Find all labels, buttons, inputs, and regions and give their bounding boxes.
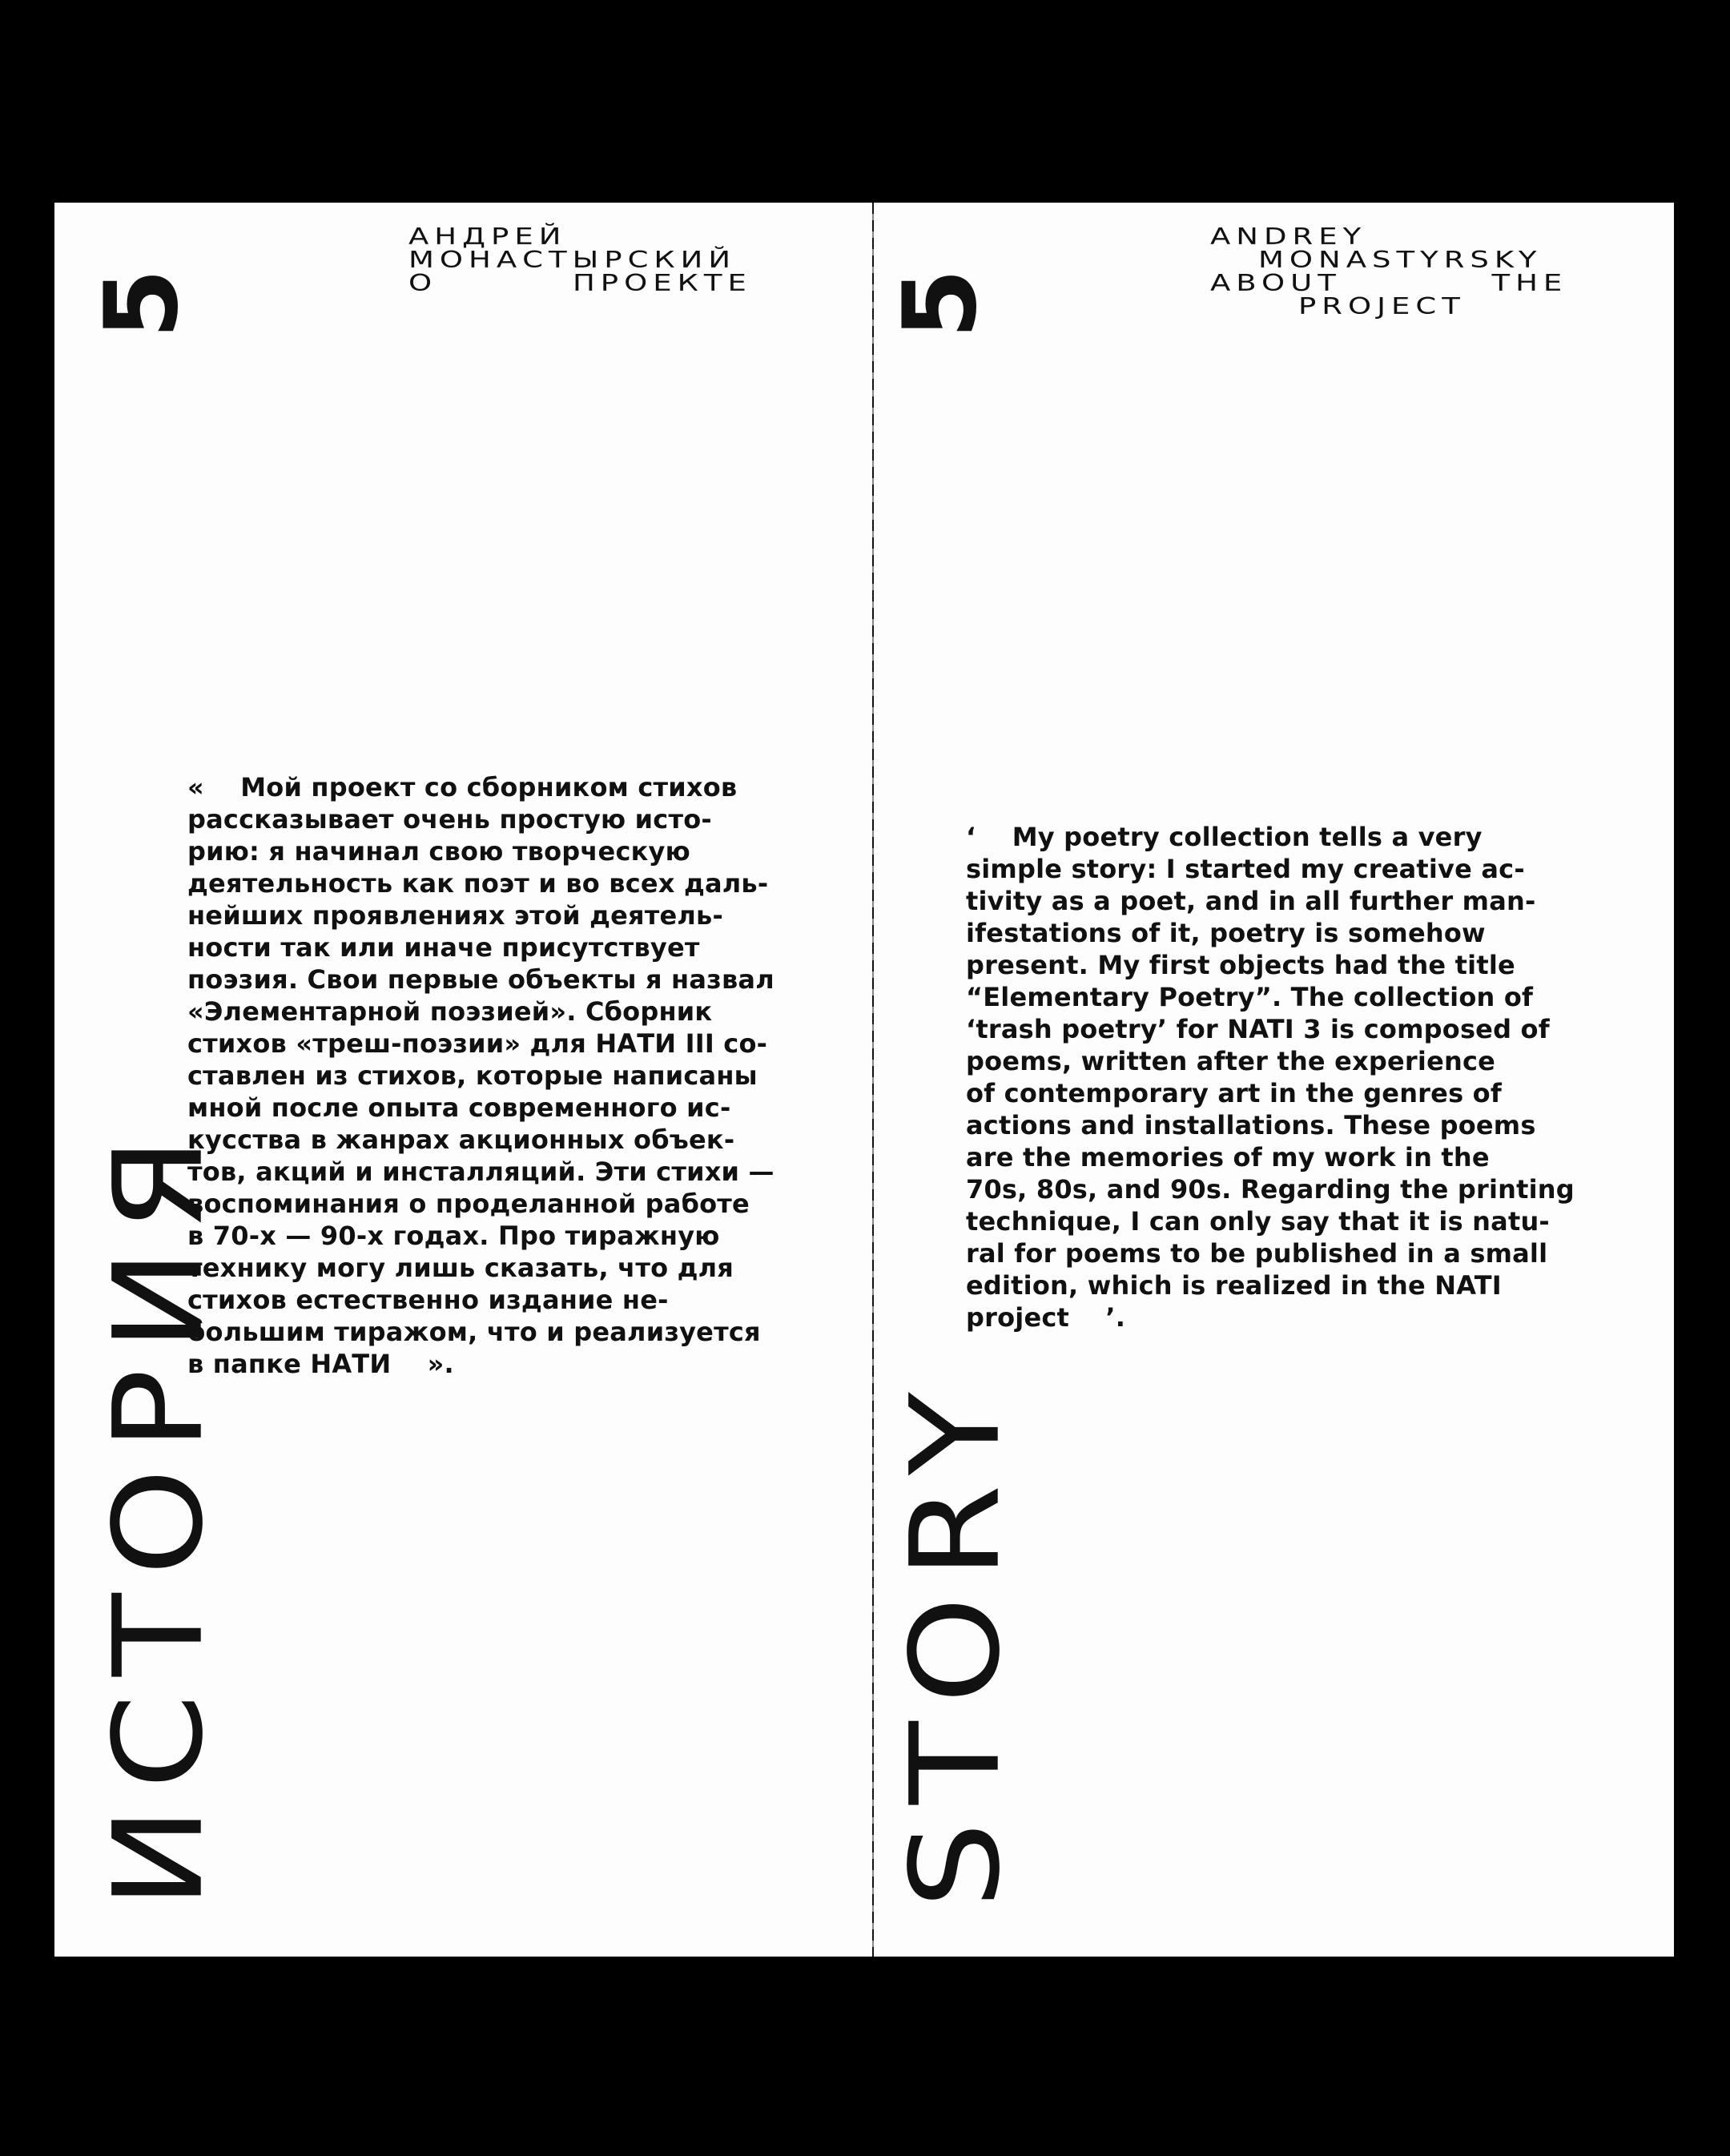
- right-header-line: ABOUT THE: [1210, 269, 1568, 296]
- left-vertical-title: ИСТОРИЯ: [87, 1119, 231, 1909]
- right-header-line: PROJECT: [1298, 292, 1466, 320]
- booklet-spread: [54, 203, 1674, 1957]
- right-vertical-title: STORY: [884, 1374, 1028, 1909]
- left-body-text: « Мой проект со сборником стихов рассказывает очень простую исто- рию: я начинал свою творческую деятельность как поэт и во всех даль- нейших проявлениях этой деятель- ности так или иначе присутствует поэзия. Свои первые объекты я назвал «Элементарной поэзией». Сборник стихов «треш-поэзии» для НАТИ III со- ставлен из стихов, которые написаны мной после опыта современного ис- кусства в жанрах акционных объек- тов, акций и инсталляций. Эти стихи — воспоминания о проделанной работе в 70-х — 90-х годах. Про тиражную технику могу лишь сказать, что для стихов естественно издание не- большим тиражом, что и реализуется в папке НАТИ ».: [187, 772, 774, 1379]
- left-page: [54, 203, 874, 1957]
- left-header-line: АНДРЕЙ: [408, 223, 567, 251]
- left-page-header: [408, 225, 857, 295]
- right-page-number: 5: [881, 268, 999, 339]
- right-header-line: MONASTYRSKY: [1258, 246, 1543, 274]
- right-page: [874, 203, 1674, 1957]
- right-page-header: [1210, 223, 1651, 320]
- left-header-line: МОНАСТЫРСКИЙ: [408, 246, 737, 274]
- right-header-line: ANDREY: [1210, 223, 1367, 251]
- left-header-line: О ПРОЕКТЕ: [408, 269, 752, 296]
- right-body-text: ‘ My poetry collection tells a very simple story: I started my creative ac- tivity as a poet, and in all further man- ifestations of it, poetry is somehow present. My first objects had the title “Elementary Poetry”. The collection of ‘trash poetry’ for NATI 3 is composed of poems, written after the experience of contemporary art in the genres of actions and installations. These poems are the memories of my work in the 70s, 80s, and 90s. Regarding the printing technique, I can only say that it is natu- ral for poems to be published in a small edition, which is realized in the NATI project ’.: [966, 822, 1575, 1333]
- left-page-number: 5: [82, 268, 200, 339]
